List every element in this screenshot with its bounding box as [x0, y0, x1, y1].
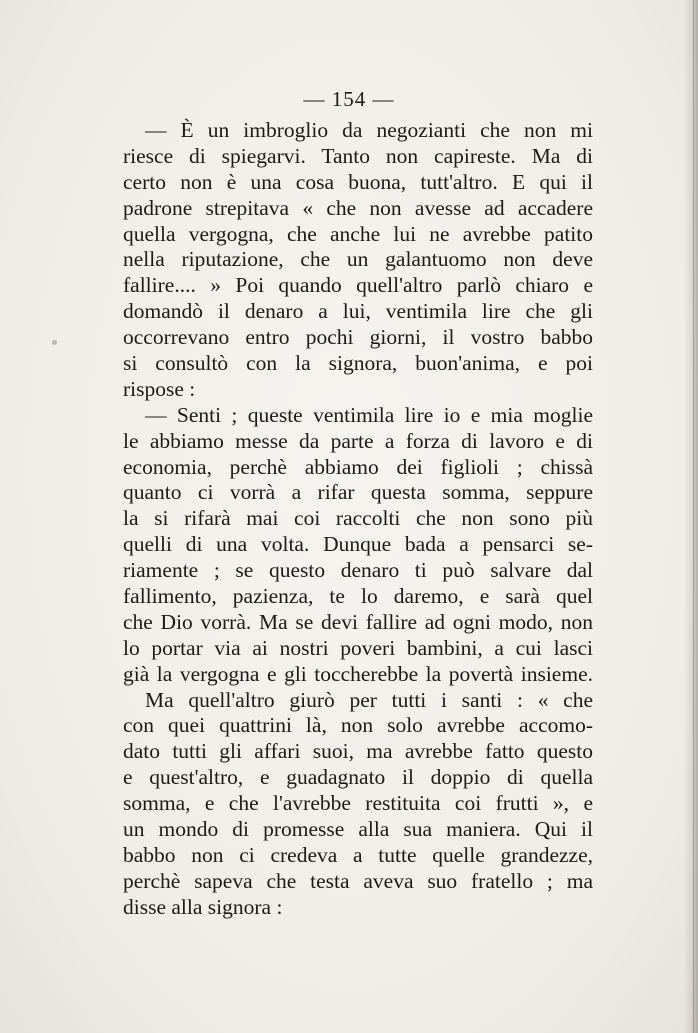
text-line: nella riputazione, che un galantuomo non deve: [123, 247, 593, 272]
text-line: domandò il denaro a lui, ventimila lire che gli: [123, 299, 593, 324]
text-line: riamente ; se questo denaro ti può salvare dal: [123, 558, 593, 583]
text-line: rispose :: [123, 376, 196, 401]
text-line: un mondo di promesse alla sua maniera. Qui il: [123, 817, 593, 842]
text-line: fallire.... » Poi quando quell'altro parlò chiaro e: [123, 273, 593, 298]
text-line: dato tutti gli affari suoi, ma avrebbe fatto questo: [123, 739, 593, 764]
body-text: [123, 118, 593, 921]
text-line: disse alla signora :: [123, 894, 283, 919]
text-line: lo portar via ai nostri poveri bambini, a cui lasci: [123, 635, 593, 660]
text-line: economia, perchè abbiamo dei figlioli ; chissà: [123, 454, 593, 479]
text-line: si consultò con la signora, buon'anima, e poi: [123, 351, 593, 376]
text-line: e quest'altro, e guadagnato il doppio di quella: [123, 765, 593, 790]
text-line: già la vergogna e gli toccherebbe la povertà insieme.: [123, 661, 593, 686]
text-line: quelli di una volta. Dunque bada a pensarci se-: [123, 532, 593, 557]
text-line: la si rifarà mai coi raccolti che non sono più: [123, 506, 593, 531]
text-line: che Dio vorrà. Ma se devi fallire ad ogni modo, non: [123, 609, 593, 634]
text-line: — Senti ; queste ventimila lire io e mia moglie: [145, 402, 593, 427]
text-line: babbo non ci credeva a tutte quelle grandezze,: [123, 842, 593, 867]
text-line: occorrevano entro pochi giorni, il vostro babbo: [123, 325, 593, 350]
text-line: con quei quattrini là, non solo avrebbe accomo-: [123, 713, 593, 738]
text-line: — È un imbroglio da negozianti che non mi: [145, 118, 593, 142]
text-line: le abbiamo messe da parte a forza di lavoro e di: [123, 428, 593, 453]
text-line: quanto ci vorrà a rifar questa somma, seppure: [123, 480, 593, 505]
page-number: — 154 —: [303, 87, 395, 111]
text-line: certo non è una cosa buona, tutt'altro. E qui il: [123, 169, 593, 194]
text-line: somma, e che l'avrebbe restituita coi frutti », e: [123, 791, 593, 816]
text-line: quella vergogna, che anche lui ne avrebbe patito: [123, 221, 593, 246]
text-line: riesce di spiegarvi. Tanto non capireste. Ma di: [123, 143, 593, 168]
page-edge-line: [693, 0, 694, 1033]
text-line: fallimento, pazienza, te lo daremo, e sarà quel: [123, 584, 593, 609]
paper-speck: [52, 340, 57, 345]
page-edge-shadow: [684, 0, 698, 1033]
text-line: padrone strepitava « che non avesse ad accadere: [123, 195, 593, 220]
text-line: Ma quell'altro giurò per tutti i santi : « che: [145, 687, 593, 712]
text-line: perchè sapeva che testa aveva suo fratello ; ma: [123, 868, 593, 893]
